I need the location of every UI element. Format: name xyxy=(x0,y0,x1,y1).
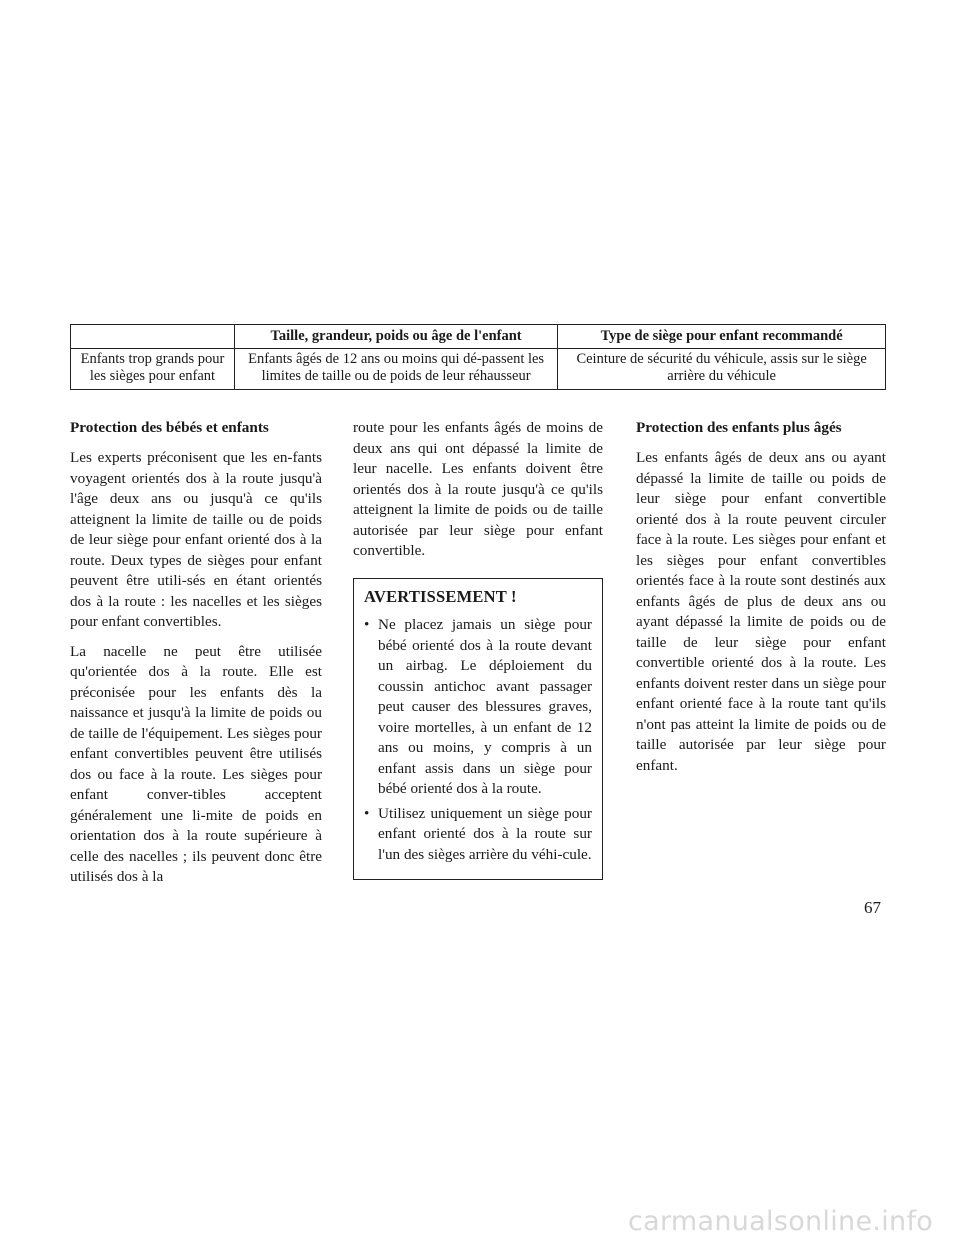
table-row xyxy=(71,349,886,390)
table-cell: Enfants âgés de 12 ans ou moins qui dé-passent les limites de taille ou de poids de leur réhausseur xyxy=(234,349,557,390)
warning-item xyxy=(364,804,592,866)
table-header-cell xyxy=(71,325,235,349)
text-column-3 xyxy=(636,418,886,785)
text-column-2 xyxy=(353,418,603,880)
paragraph: La nacelle ne peut être utilisée qu'orientée dos à la route. Elle est préconisée pour les enfants dès la naissance et jusqu'à la limite de poids ou de taille de l'équipement. Les sièges pour enfant convertibles peuvent être utilisés dos ou face à la route. Les sièges pour enfant conver-tibles acceptent généralement une li-mite de poids en orientation dos à la route supérieure à celle des nacelles ; ils peuvent donc être utilisés dos à la xyxy=(70,642,322,885)
warning-list xyxy=(364,615,592,865)
section-heading: Protection des enfants plus âgés xyxy=(636,419,842,436)
page-number: 67 xyxy=(864,898,881,917)
table-header-cell: Type de siège pour enfant recommandé xyxy=(558,325,886,349)
table-header-cell: Taille, grandeur, poids ou âge de l'enfant xyxy=(234,325,557,349)
warning-title: AVERTISSEMENT ! xyxy=(364,586,517,606)
paragraph: route pour les enfants âgés de moins de deux ans qui ont dépassé la limite de leur nacelle. Les enfants doivent être orientés dos à la route jusqu'à ce qu'ils atteignent la limite de poids ou de taille autorisée par leur siège pour enfant convertible. xyxy=(353,419,603,559)
table-cell: Enfants trop grands pour les sièges pour enfant xyxy=(71,349,235,390)
warning-item xyxy=(364,615,592,800)
table-cell: Ceinture de sécurité du véhicule, assis sur le siège arrière du véhicule xyxy=(558,349,886,390)
paragraph: Les enfants âgés de deux ans ou ayant dépassé la limite de taille ou poids de leur siège pour enfant convertible orienté dos à la route peuvent circuler face à la route. Les sièges pour enfant et les sièges pour enfant convertibles orientés face à la route sont destinés aux enfants âgés de plus de deux ans ou ayant dépassé la limite de poids ou de taille de leur siège pour enfant convertible orienté dos à la route. Les enfants doivent rester dans un siège pour enfant orienté face à la route tant qu'ils n'ont pas atteint la limite de poids ou de taille autorisée par leur siège pour enfant. xyxy=(636,449,886,774)
bullet-icon: • xyxy=(364,804,370,822)
child-seat-table xyxy=(70,324,886,390)
section-heading: Protection des bébés et enfants xyxy=(70,419,269,436)
table-header-row xyxy=(71,325,886,349)
paragraph: Les experts préconisent que les en-fants voyagent orientés dos à la route jusqu'à l'âge deux ans ou jusqu'à ce qu'ils atteignent la limite de taille ou de poids de leur siège pour enfant orienté dos à la route. Deux types de sièges pour enfant peuvent être utili-sés en étant orientés dos à la route : les nacelles et les sièges pour enfant convertibles. xyxy=(70,449,322,630)
text-column-1 xyxy=(70,418,322,897)
warning-item-text: Ne placez jamais un siège pour bébé orienté dos à la route devant un airbag. Le déploiement du coussin antichoc avant passager peut causer des blessures graves, voire mortelles, à un enfant de 12 ans ou moins, y compris à un enfant assis dans un siège pour bébé orienté dos à la route. xyxy=(378,616,592,797)
warning-box xyxy=(353,578,603,881)
watermark: carmanualsonline.info xyxy=(628,1206,934,1237)
warning-item-text: Utilisez uniquement un siège pour enfant orienté dos à la route sur l'un des sièges arrière du véhi-cule. xyxy=(378,804,592,863)
bullet-icon: • xyxy=(364,616,370,633)
